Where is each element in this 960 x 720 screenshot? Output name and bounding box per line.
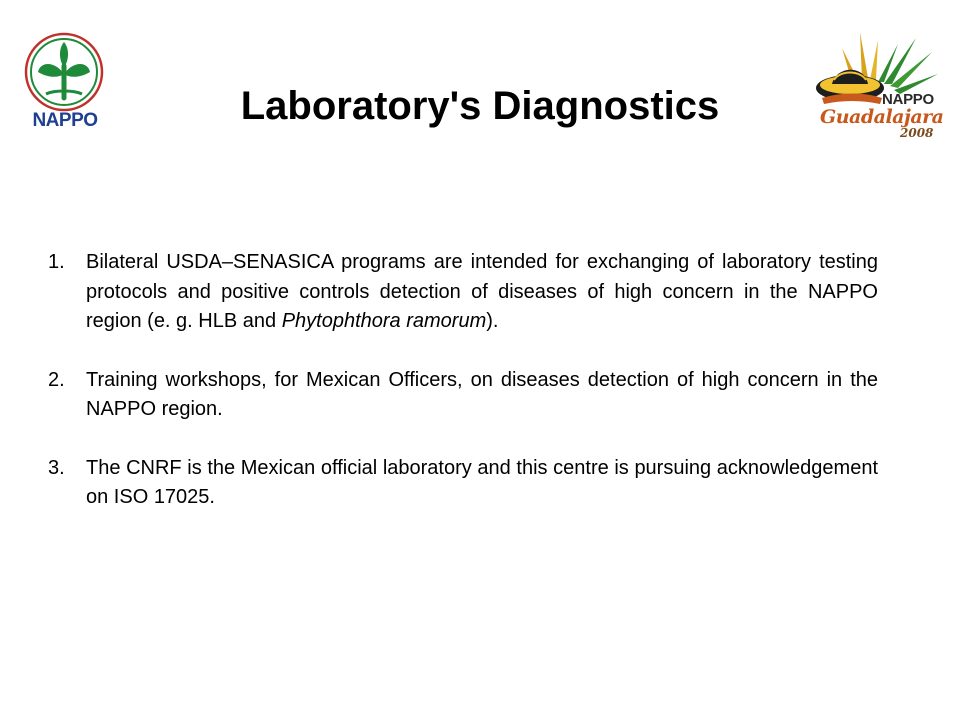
list-item-text: Bilateral USDA–SENASICA programs are intended for exchanging of laboratory testing protocols and positive controls detection of diseases of high concern in the NAPPO region (e. g. HLB and	[86, 251, 878, 332]
list-item-number: 2.	[48, 368, 65, 391]
list-item-number: 3.	[48, 456, 65, 479]
list-item	[48, 248, 878, 337]
logo-city-text: Guadalajara	[820, 106, 944, 128]
nappo-wordmark: NAPPO	[32, 110, 98, 131]
list-item-text: The CNRF is the Mexican official laboratory and this centre is pursuing acknowledgement on ISO 17025.	[86, 456, 878, 508]
page-title: Laboratory's Diagnostics	[240, 84, 720, 128]
numbered-list	[48, 248, 878, 513]
list-item-text: Training workshops, for Mexican Officers, on diseases detection of high concern in the NAPPO region.	[86, 368, 878, 420]
list-item-number: 1.	[48, 251, 65, 273]
list-item-italic-term: Phytophthora ramorum	[281, 310, 487, 332]
list-item	[48, 366, 878, 425]
list-item-text-end: ).	[486, 310, 499, 332]
logo-nappo-text: NAPPO	[882, 91, 934, 108]
sprout-icon	[24, 32, 104, 112]
logo-year-text: 2008	[900, 126, 934, 140]
nappo-logo	[22, 32, 108, 142]
nappo-guadalajara-logo	[812, 18, 944, 146]
list-item	[48, 454, 878, 513]
